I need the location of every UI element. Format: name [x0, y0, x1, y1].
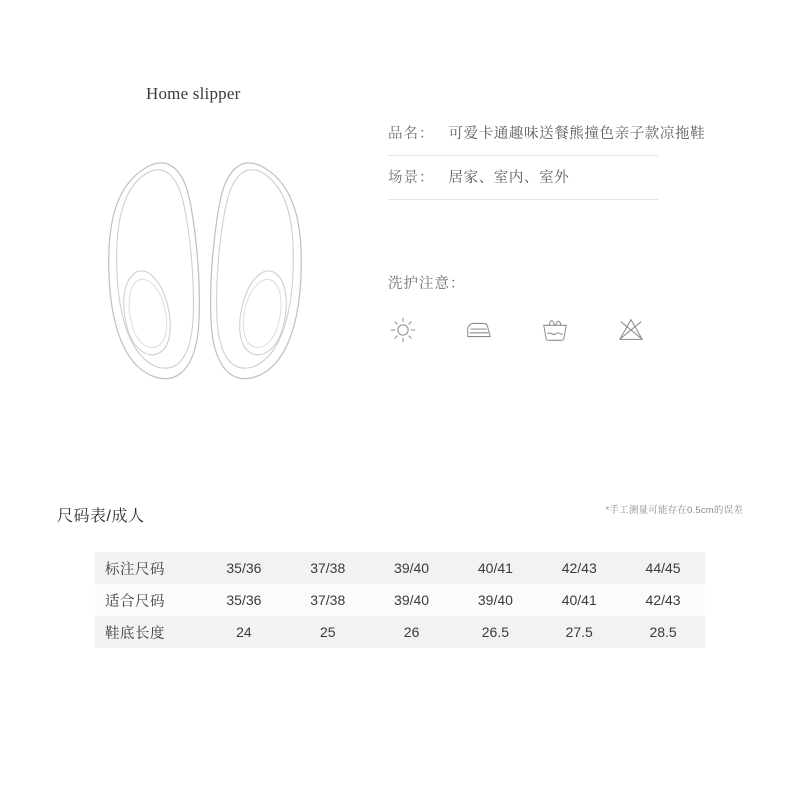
table-cell: 35/36 — [226, 592, 262, 608]
table-cell: 35/36 — [226, 560, 262, 576]
sun-dry-icon — [388, 315, 418, 345]
product-spec-list — [388, 112, 706, 200]
row-header: 标注尺码 — [105, 561, 165, 578]
table-cell: 25 — [319, 624, 336, 640]
size-chart-table — [95, 552, 705, 648]
slipper-pair-line-drawing — [85, 115, 325, 390]
table-row — [95, 584, 705, 616]
table-cell: 39/40 — [394, 560, 430, 576]
no-iron-icon — [464, 315, 494, 345]
table-cell: 24 — [236, 624, 252, 640]
table-cell: 44/45 — [645, 560, 681, 576]
spec-row — [388, 112, 706, 156]
size-chart-heading: 尺码表/成人 — [57, 508, 145, 525]
table-cell: 27.5 — [565, 624, 593, 640]
spec-value: 可爱卡通趣味送餐熊撞色亲子款凉拖鞋 — [448, 126, 706, 142]
table-cell: 37/38 — [310, 592, 346, 608]
table-cell: 40/41 — [477, 560, 513, 576]
table-row — [95, 552, 705, 584]
table-cell: 42/43 — [645, 592, 681, 608]
hand-wash-icon — [540, 315, 570, 345]
care-icon-row — [388, 315, 658, 345]
table-cell: 42/43 — [561, 560, 597, 576]
table-cell: 37/38 — [310, 560, 346, 576]
product-title: Home slipper — [146, 84, 241, 103]
table-cell: 40/41 — [561, 592, 597, 608]
care-instructions-title: 洗护注意： — [388, 276, 466, 292]
row-header: 适合尺码 — [105, 593, 165, 610]
spec-label: 场景： — [388, 170, 435, 186]
spec-label: 品名： — [388, 126, 435, 142]
spec-row — [388, 156, 658, 200]
no-bleach-icon — [616, 315, 646, 345]
measurement-note: *手工测量可能存在0.5cm的误差 — [605, 505, 743, 516]
table-cell: 28.5 — [649, 624, 677, 640]
table-row — [95, 616, 705, 648]
table-cell: 39/40 — [394, 592, 430, 608]
table-cell: 26.5 — [481, 624, 510, 640]
care-instructions-section — [388, 272, 658, 345]
table-cell: 39/40 — [477, 592, 513, 608]
table-cell: 26 — [403, 624, 420, 640]
spec-value: 居家、室内、室外 — [448, 170, 570, 186]
row-header: 鞋底长度 — [105, 625, 165, 642]
